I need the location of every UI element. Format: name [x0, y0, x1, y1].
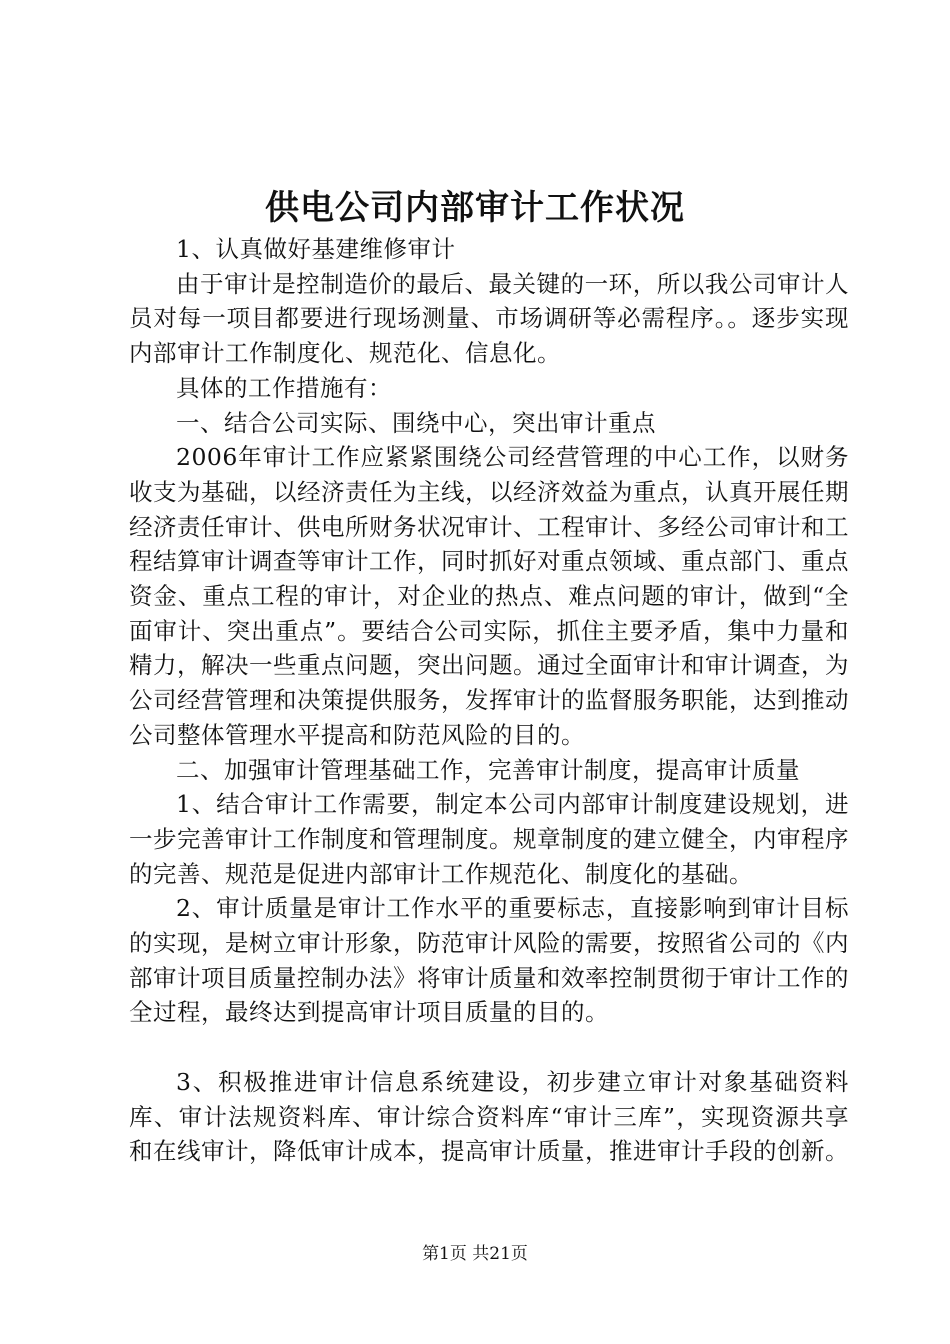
paragraph-5: 2006年审计工作应紧紧围绕公司经营管理的中心工作，以财务收支为基础，以经济责任为主线，以经济效益为重点，认真开展任期经济责任审计、供电所财务状况审计、工程审计、多经公司审计和工程结算审计调查等审计工作，同时抓好对重点领域、重点部门、重点资金、重点工程的审计，对企业的热点、难点问题的审计，做到“全面审计、突出重点”。要结合公司实际，抓住主要矛盾，集中力量和精力，解决一些重点问题，突出问题。通过全面审计和审计调查，为公司经营管理和决策提供服务，发挥审计的监督服务职能，达到推动公司整体管理水平提高和防范风险的目的。: [129, 443, 849, 749]
paragraph-2: 由于审计是控制造价的最后、最关键的一环，所以我公司审计人员对每一项目都要进行现场测量、市场调研等必需程序。。逐步实现内部审计工作制度化、规范化、信息化。: [129, 269, 849, 368]
paragraph-8: 2、审计质量是审计工作水平的重要标志，直接影响到审计目标的实现，是树立审计形象，防范审计风险的需要，按照省公司的《内部审计项目质量控制办法》将审计质量和效率控制贯彻于审计工作的全过程，最终达到提高审计项目质量的目的。: [129, 894, 849, 1027]
document-title: 供电公司内部审计工作状况: [265, 188, 685, 228]
paragraph-4: 一、结合公司实际、围绕中心，突出审计重点: [176, 408, 656, 437]
paragraph-6: 二、加强审计管理基础工作，完善审计制度，提高审计质量: [176, 755, 800, 784]
paragraph-3: 具体的工作措施有：: [176, 373, 392, 402]
paragraph-9: 3、积极推进审计信息系统建设，初步建立审计对象基础资料库、审计法规资料库、审计综合资料库“审计三库”，实现资源共享和在线审计，降低审计成本，提高审计质量，推进审计手段的创新。: [129, 1067, 849, 1166]
paragraph-7: 1、结合审计工作需要，制定本公司内部审计制度建设规划，进一步完善审计工作制度和管理制度。规章制度的建立健全，内审程序的完善、规范是促进内部审计工作规范化、制度化的基础。: [129, 790, 849, 888]
paragraph-1: 1、认真做好基建维修审计: [176, 235, 456, 263]
document-body: [129, 232, 849, 1169]
page-number-footer: 第1页 共21页: [422, 1244, 528, 1264]
